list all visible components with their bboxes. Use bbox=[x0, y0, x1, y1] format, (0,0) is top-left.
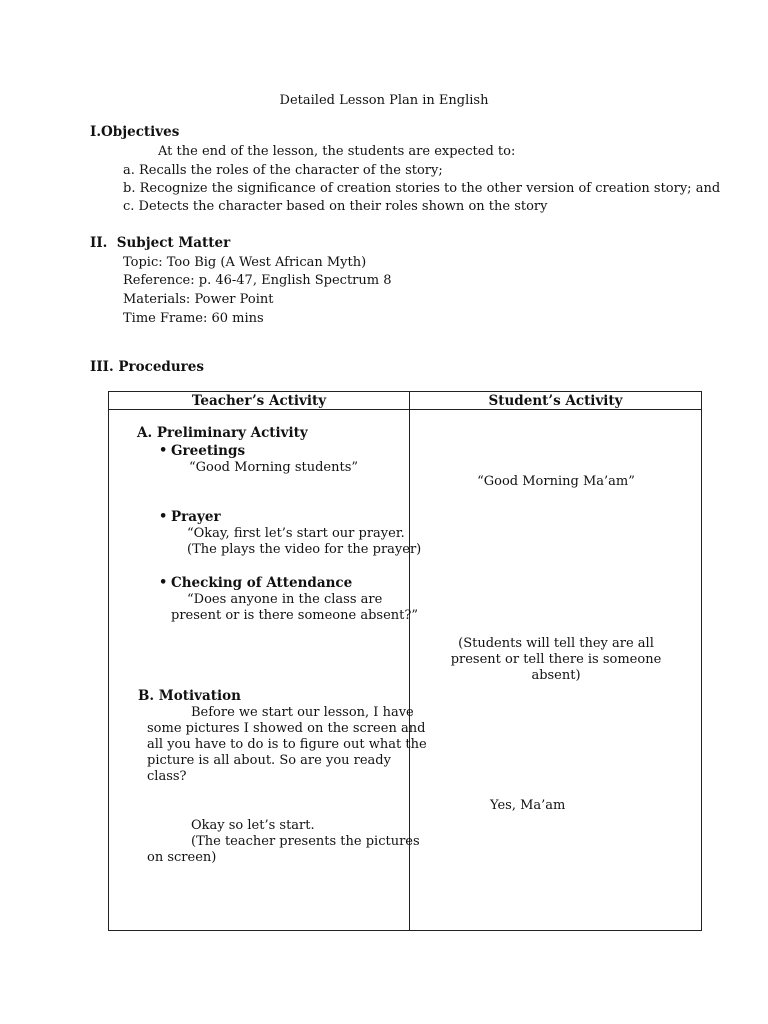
procedures-table bbox=[108, 391, 702, 931]
table-row bbox=[109, 410, 702, 931]
objective-item-b: b. Recognize the significance of creation stories to the other version of creation story; and bbox=[123, 181, 721, 196]
prayer-teacher-line-2: (The plays the video for the prayer) bbox=[187, 542, 422, 557]
motivation-teacher-line-7: (The teacher presents the pictures bbox=[191, 834, 420, 849]
document-title: Detailed Lesson Plan in English bbox=[279, 93, 489, 108]
preliminary-activity-heading: A. Preliminary Activity bbox=[137, 425, 308, 441]
attendance-student-line-3: absent) bbox=[531, 668, 581, 683]
student-activity-header: Student’s Activity bbox=[410, 392, 702, 410]
subject-materials: Materials: Power Point bbox=[123, 292, 274, 307]
motivation-teacher-line-3: all you have to do is to figure out what the bbox=[147, 737, 427, 752]
subject-matter-heading: II. Subject Matter bbox=[90, 235, 231, 251]
procedures-heading: III. Procedures bbox=[90, 359, 204, 375]
subject-reference: Reference: p. 46-47, English Spectrum 8 bbox=[123, 273, 392, 288]
attendance-student-line-2: present or tell there is someone bbox=[450, 652, 662, 667]
greetings-student-response: “Good Morning Ma’am” bbox=[477, 474, 635, 489]
attendance-teacher-line-1: “Does anyone in the class are bbox=[187, 592, 383, 607]
prayer-label: Prayer bbox=[171, 509, 221, 525]
attendance-student-line-1: (Students will tell they are all bbox=[458, 636, 654, 651]
greetings-bullet: • bbox=[159, 443, 168, 458]
attendance-label: Checking of Attendance bbox=[171, 575, 353, 591]
prayer-teacher-line-1: “Okay, first let’s start our prayer. bbox=[187, 526, 405, 541]
table-header-row bbox=[109, 392, 702, 410]
student-activity-cell bbox=[410, 410, 702, 931]
motivation-teacher-line-5: class? bbox=[147, 769, 187, 784]
objectives-heading: I.Objectives bbox=[90, 124, 180, 140]
objective-item-c: c. Detects the character based on their roles shown on the story bbox=[123, 199, 548, 214]
motivation-teacher-line-6: Okay so let’s start. bbox=[191, 818, 315, 833]
teacher-activity-header: Teacher’s Activity bbox=[109, 392, 410, 410]
motivation-teacher-line-1: Before we start our lesson, I have bbox=[191, 705, 414, 720]
prayer-bullet: • bbox=[159, 509, 168, 524]
motivation-teacher-line-8: on screen) bbox=[147, 850, 217, 865]
attendance-bullet: • bbox=[159, 575, 168, 590]
greetings-teacher-text: “Good Morning students” bbox=[189, 460, 359, 475]
objective-item-a: a. Recalls the roles of the character of the story; bbox=[123, 163, 443, 178]
motivation-teacher-line-2: some pictures I showed on the screen and bbox=[147, 721, 426, 736]
motivation-heading: B. Motivation bbox=[138, 688, 241, 704]
motivation-teacher-line-4: picture is all about. So are you ready bbox=[147, 753, 391, 768]
motivation-student-response: Yes, Ma’am bbox=[490, 798, 566, 813]
attendance-teacher-line-2: present or is there someone absent?” bbox=[171, 608, 418, 623]
subject-topic: Topic: Too Big (A West African Myth) bbox=[123, 255, 367, 270]
greetings-label: Greetings bbox=[171, 443, 246, 459]
teacher-activity-cell bbox=[109, 410, 427, 931]
objectives-intro: At the end of the lesson, the students are expected to: bbox=[158, 144, 516, 159]
subject-time-frame: Time Frame: 60 mins bbox=[123, 311, 264, 326]
